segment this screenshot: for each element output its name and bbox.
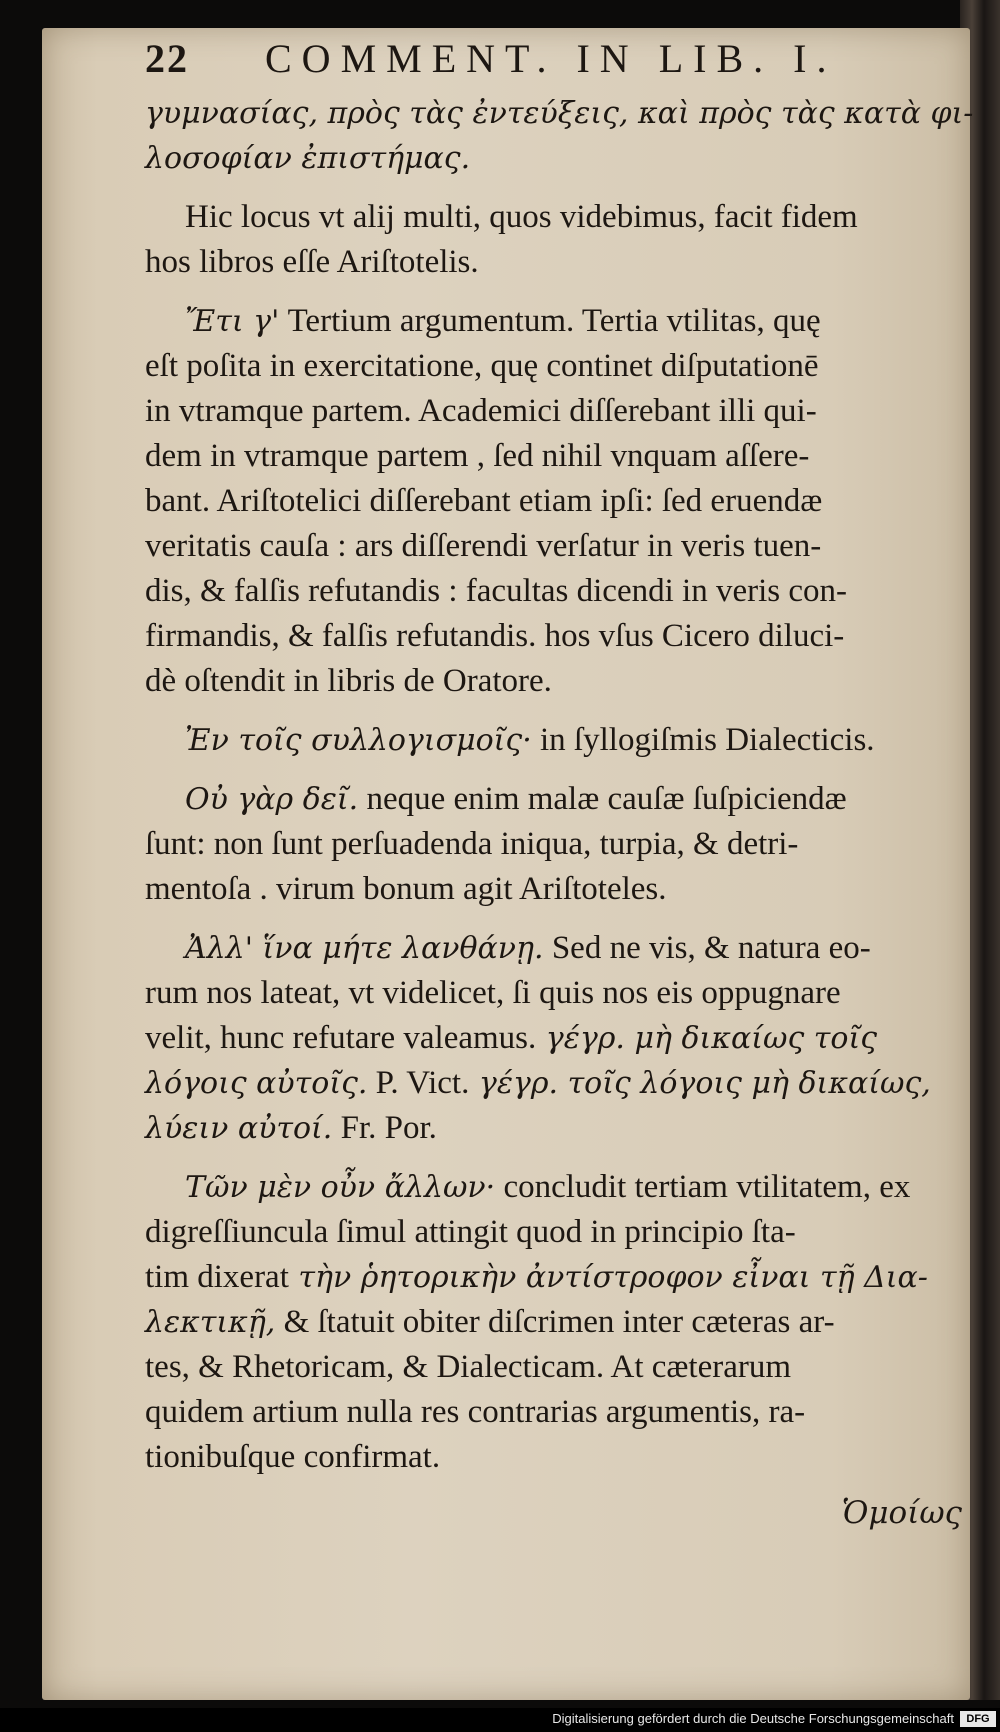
text-line — [145, 389, 990, 434]
latin-text: Hic locus vt alij multi, quos videbimus, facit fidem — [185, 199, 858, 235]
text-line — [145, 434, 990, 479]
dfg-logo-icon: DFG — [960, 1711, 996, 1727]
latin-text: firmandis, & falſis refutandis. hos vſus Cicero diluci- — [145, 618, 845, 654]
latin-text: dem in vtramque partem , ſed nihil vnquam aſſere- — [145, 438, 810, 474]
latin-text: Sed ne vis, & natura eo- — [543, 930, 871, 966]
text-line — [145, 867, 990, 912]
running-head: COMMENT. IN LIB. I. — [265, 36, 837, 81]
greek-text: Ἐν τοῖς συλλογισμοῖς· — [185, 723, 532, 758]
greek-text: Τῶν μὲν οὖν ἄλλων· — [185, 1170, 496, 1205]
latin-text: mentoſa . virum bonum agit Ariſtoteles. — [145, 871, 667, 907]
latin-text: hos libros eſſe Ariſtotelis. — [145, 244, 479, 280]
latin-text: eſt poſita in exercitatione, quę continet diſputationē — [145, 348, 819, 384]
text-line — [145, 822, 990, 867]
greek-text: Ἔτι γ' — [185, 304, 280, 339]
greek-text: τὴν ῥητορικὴν ἀντίστροφον εἶναι τῇ Δια- — [288, 1260, 928, 1295]
greek-text: λεκτικῇ, — [145, 1305, 276, 1340]
text-line — [145, 1061, 990, 1106]
greek-text: λοσοφίαν ἐπιστήμας. — [145, 141, 471, 176]
latin-text: ſunt: non ſunt perſuadenda iniqua, turpia, & detri- — [145, 826, 799, 862]
latin-text: Fr. Por. — [332, 1110, 437, 1146]
text-line — [145, 614, 990, 659]
text-line — [145, 718, 990, 763]
greek-text: λύειν αὐτοί. — [145, 1111, 333, 1146]
latin-text: tim dixerat — [145, 1259, 289, 1295]
latin-text: veritatis cauſa : ars diſſerendi verſatur in veris tuen- — [145, 528, 822, 564]
latin-text: digreſſiuncula ſimul attingit quod in principio ſta- — [145, 1214, 796, 1250]
latin-text: quidem artium nulla res contrarias argumentis, ra- — [145, 1394, 806, 1430]
latin-text: Tertium argumentum. Tertia vtilitas, quę — [279, 303, 821, 339]
text-line — [145, 926, 990, 971]
latin-text: in vtramque partem. Academici diſſerebant illi qui- — [145, 393, 817, 429]
text-line — [145, 1255, 990, 1300]
greek-text: γέγρ. τοῖς λόγοις μὴ δικαίως, — [469, 1066, 931, 1101]
text-line — [145, 240, 990, 285]
text-line — [145, 91, 990, 136]
greek-text: Οὐ γὰρ δεῖ. — [185, 782, 359, 817]
text-line — [145, 777, 990, 822]
latin-text: velit, hunc refutare valeamus. — [145, 1020, 537, 1056]
text-line — [145, 971, 990, 1016]
text-line — [145, 195, 990, 240]
text-line — [145, 1345, 990, 1390]
text-line — [145, 479, 990, 524]
greek-text: λόγοις αὐτοῖς. — [145, 1066, 368, 1101]
greek-text: Ἀλλ' ἵνα μήτε λανθάνῃ. — [185, 931, 544, 966]
text-line — [145, 136, 990, 181]
text-line — [145, 344, 990, 389]
text-line — [145, 524, 990, 569]
page-number: 22 — [145, 36, 189, 81]
greek-text: γέγρ. μὴ δικαίως τοῖς — [536, 1021, 878, 1056]
page-header — [145, 35, 990, 91]
text-body — [145, 91, 990, 1480]
text-line — [145, 1300, 990, 1345]
text-line — [145, 1210, 990, 1255]
latin-text: neque enim malæ cauſæ ſuſpiciendæ — [358, 781, 847, 817]
latin-text: P. Vict. — [367, 1065, 470, 1101]
latin-text: tes, & Rhetoricam, & Dialecticam. At cæterarum — [145, 1349, 792, 1385]
page-text — [145, 35, 990, 1480]
latin-text: concludit tertiam vtilitatem, ex — [495, 1169, 911, 1205]
text-line — [145, 1390, 990, 1435]
greek-text: γυμνασίας, πρὸς τὰς ἐντεύξεις, καὶ πρὸς τὰς κατὰ φι- — [145, 96, 974, 131]
digitization-credit: Digitalisierung gefördert durch die Deutsche Forschungsgemeinschaft — [0, 1708, 1000, 1732]
catchword: Ὁμοίως — [841, 1495, 962, 1531]
latin-text: rum nos lateat, vt videlicet, ſi quis nos eis oppugnare — [145, 975, 841, 1011]
text-line — [145, 569, 990, 614]
latin-text: bant. Ariſtotelici diſſerebant etiam ipſi: ſed eruendæ — [145, 483, 823, 519]
text-line — [145, 1165, 990, 1210]
latin-text: & ſtatuit obiter diſcrimen inter cæteras ar- — [275, 1304, 835, 1340]
text-line — [145, 1016, 990, 1061]
latin-text: dè oſtendit in libris de Oratore. — [145, 663, 552, 699]
text-line — [145, 1435, 990, 1480]
text-line — [145, 299, 990, 344]
text-line — [145, 1106, 990, 1151]
latin-text: dis, & falſis refutandis : facultas dicendi in veris con- — [145, 573, 847, 609]
latin-text: tionibuſque confirmat. — [145, 1439, 441, 1475]
latin-text: in ſyllogiſmis Dialecticis. — [531, 722, 875, 758]
text-line — [145, 659, 990, 704]
